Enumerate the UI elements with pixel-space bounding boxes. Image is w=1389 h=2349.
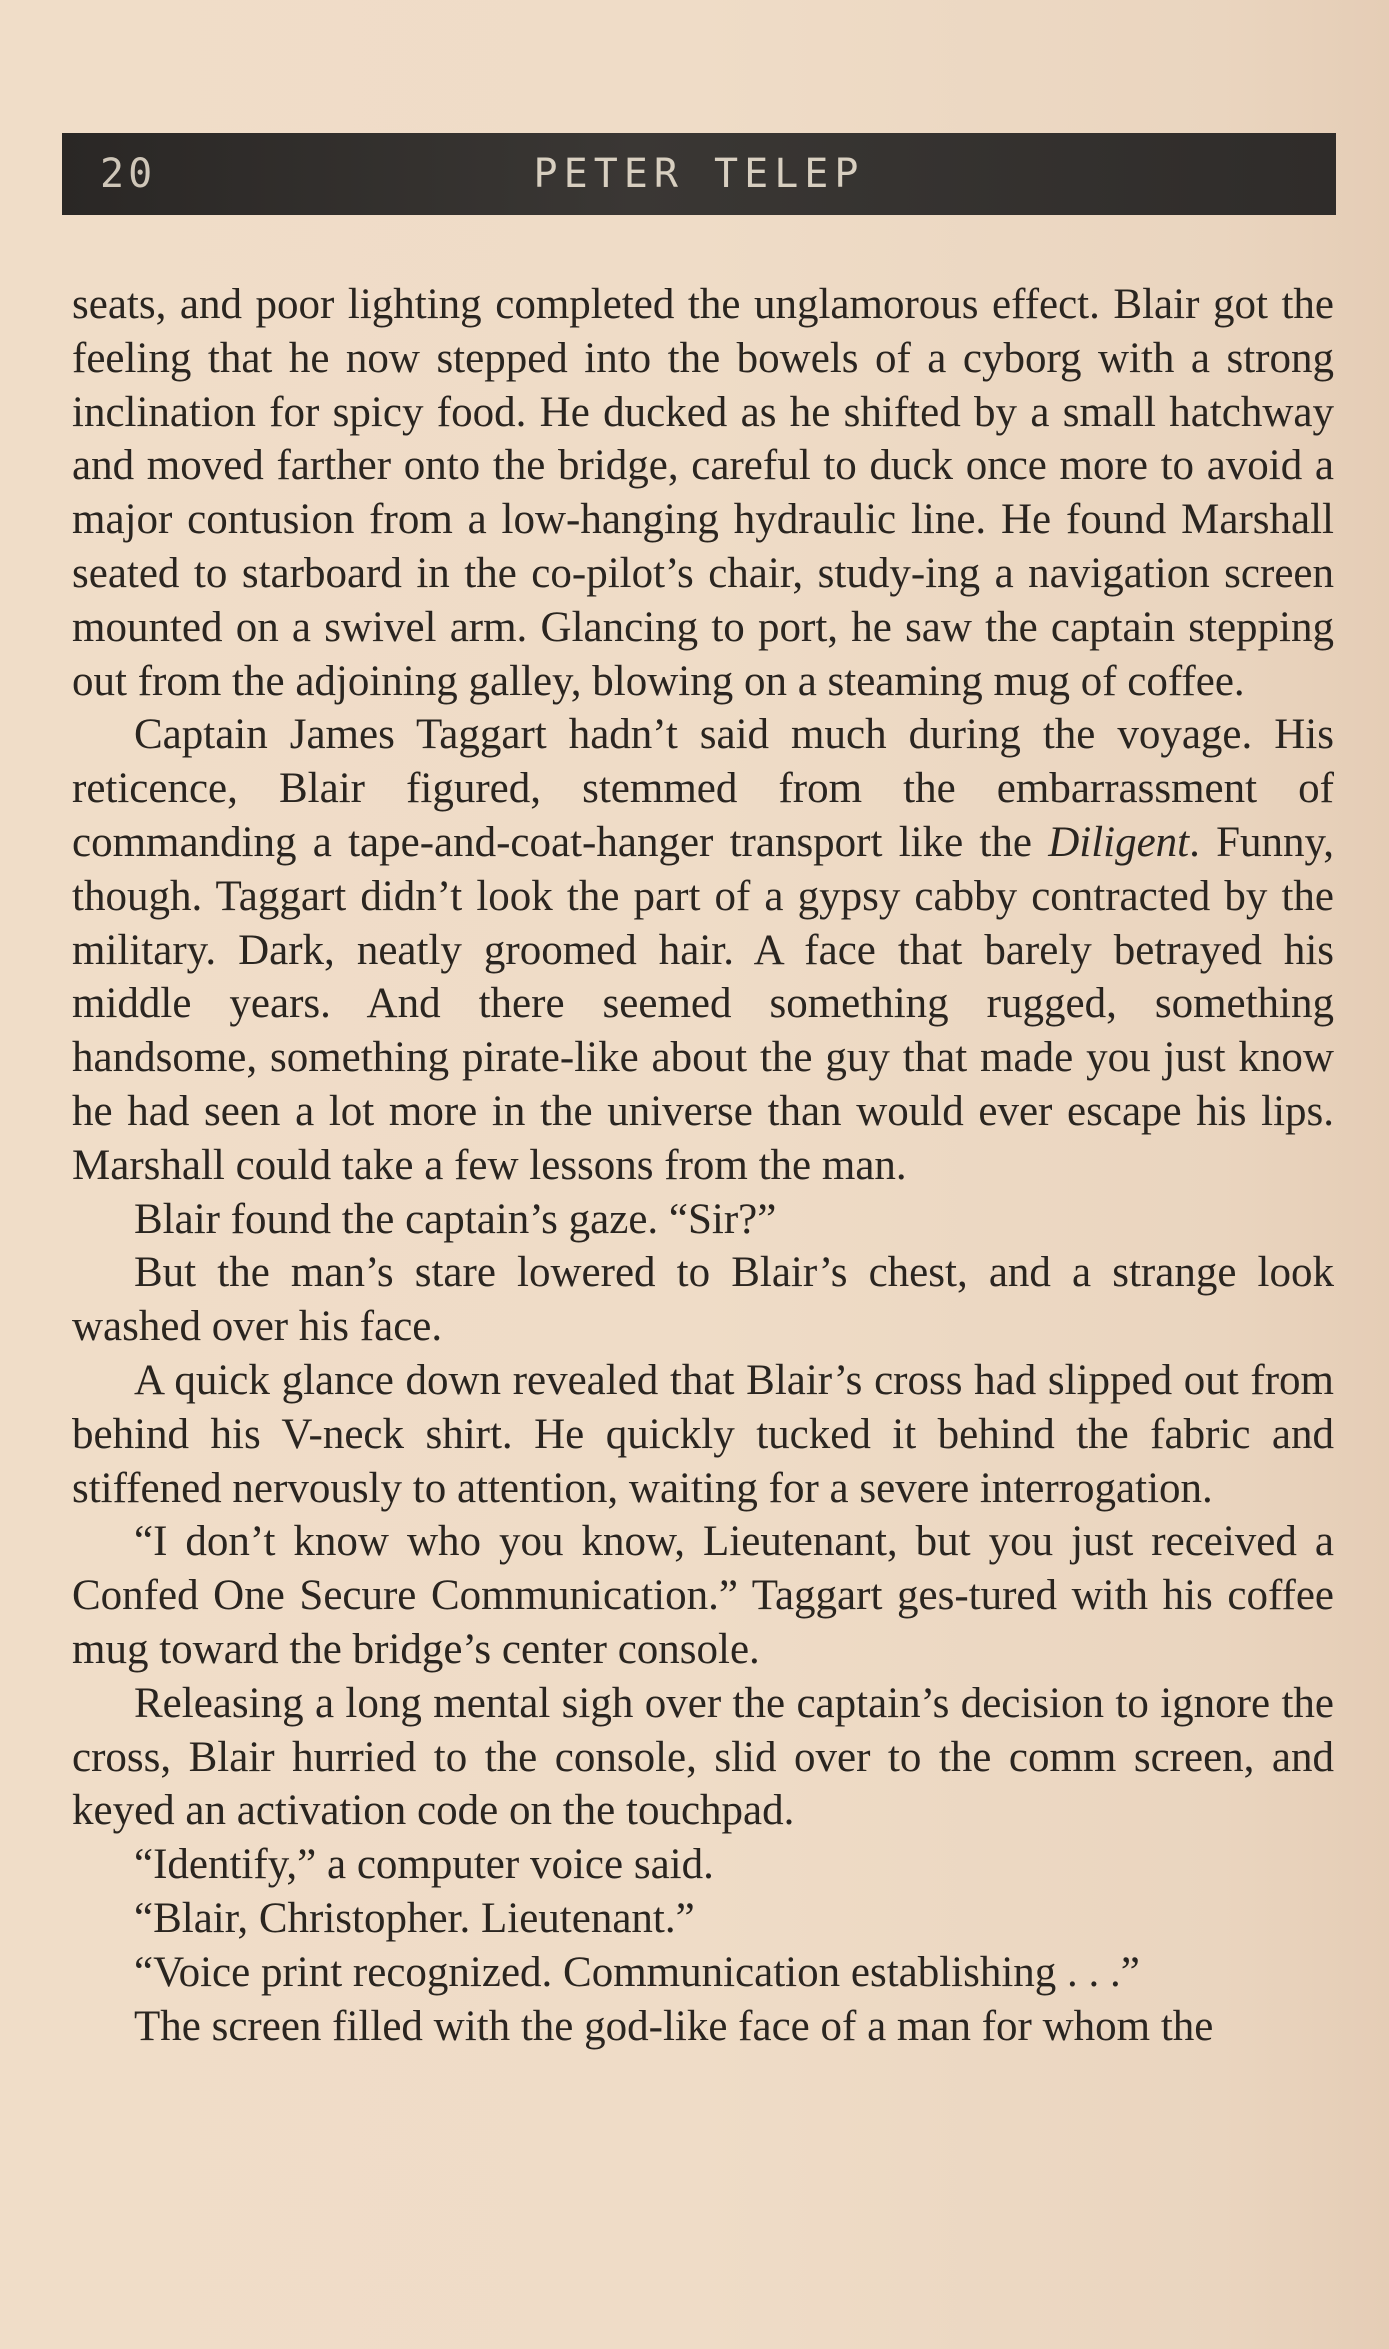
paragraph-text: Captain James Taggart hadn’t said much during the voyage. His reticence, Blair figured, stemmed from the embarrassment of commanding a tape-and-coat-hanger transport like the [72,711,1334,866]
paragraph [72,708,1334,1192]
paragraph: Releasing a long mental sigh over the captain’s decision to ignore the cross, Blair hurried to the console, slid over to the comm screen, and keyed an activation code on the touchpad. [72,1679,1334,1835]
paragraph: “Voice print recognized. Communication establishing . . .” [134,1948,1140,1996]
paragraph: The screen filled with the god-like face of a man for whom the [134,2002,1214,2050]
body-text [72,278,1334,2053]
paragraph: Blair found the captain’s gaze. “Sir?” [134,1195,777,1243]
paragraph: “I don’t know who you know, Lieutenant, but you just received a Confed One Secure Communication.” Taggart ges-tured with his coffee mug toward the bridge’s center console. [72,1518,1334,1673]
paragraph-text: . Funny, though. Taggart didn’t look the part of a gypsy cabby contracted by the military. Dark, neatly groomed hair. A face that barely betrayed his middle years. And there seemed something rugged, something handsome, something pirate-like about the guy that made you just know he had seen a lot more in the universe than would ever escape his lips. Marshall could take a few lessons from the man. [72,818,1335,1189]
paragraph: “Blair, Christopher. Lieutenant.” [134,1894,695,1942]
running-head-author: PETER TELEP [533,151,865,197]
running-header [62,133,1336,215]
paragraph: But the man’s stare lowered to Blair’s chest, and a strange look washed over his face. [72,1249,1334,1351]
paragraph: seats, and poor lighting completed the unglamorous effect. Blair got the feeling that he now stepped into the bowels of a cyborg with a strong inclination for spicy food. He ducked as he shifted by a small hatchway and moved farther onto the bridge, careful to duck once more to avoid a major contusion from a low-hanging hydraulic line. He found Marshall seated to starboard in the co-pilot’s chair, study-ing a navigation screen mounted on a swivel arm. Glancing to port, he saw the captain stepping out from the adjoining galley, blowing on a steaming mug of coffee. [72,281,1334,705]
paragraph: A quick glance down revealed that Blair’s cross had slipped out from behind his V-neck shirt. He quickly tucked it behind the fabric and stiffened nervously to attention, waiting for a severe interrogation. [72,1356,1334,1512]
ship-name-italic: Diligent [1048,818,1190,866]
paragraph: “Identify,” a computer voice said. [134,1841,714,1889]
page-number: 20 [100,151,157,197]
